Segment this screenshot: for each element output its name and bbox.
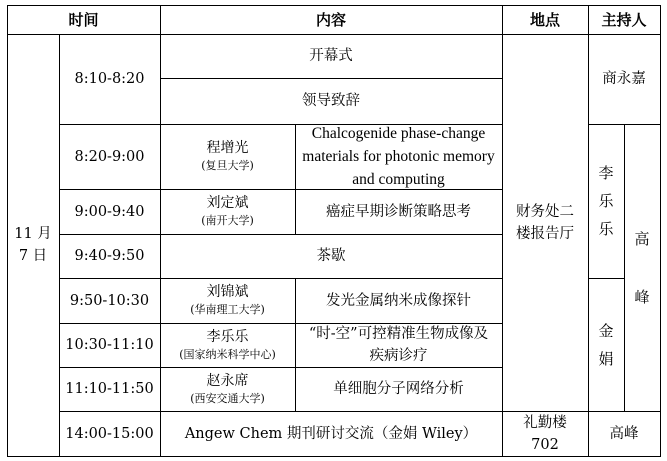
grid-line [660, 5, 661, 457]
grid-line [624, 124, 625, 411]
host-session1-a [588, 124, 624, 278]
grid-line [7, 5, 8, 457]
speaker-name: 刘定斌 [206, 195, 249, 211]
tea-break: 茶歇 [316, 248, 346, 264]
time-cell: 14:00-15:00 [65, 425, 154, 442]
time-cell: 10:30-11:10 [65, 337, 154, 353]
host-afternoon: 高峰 [609, 425, 639, 442]
speaker-affiliation: (南开大学) [201, 214, 254, 227]
speaker-affiliation: (复旦大学) [201, 159, 254, 172]
grid-line [59, 189, 502, 190]
speaker-name: 李乐乐 [206, 328, 249, 345]
grid-line [7, 34, 661, 35]
grid-line [160, 5, 161, 457]
grid-line [59, 124, 502, 125]
time-cell: 9:50-10:30 [69, 292, 150, 309]
grid-line [59, 411, 661, 412]
talk-title: 单细胞分子网络分析 [333, 381, 464, 397]
time-cell: 11:10-11:50 [65, 381, 154, 397]
speaker-affiliation: (华南理工大学) [190, 303, 265, 316]
date-day: 7 日 [18, 248, 48, 264]
time-cell: 9:40-9:50 [74, 248, 145, 264]
grid-line [7, 456, 661, 457]
talk-title: “时-空”可控精准生物成像及疾病诊疗 [308, 326, 489, 364]
time-cell: 9:00-9:40 [74, 203, 145, 220]
header-host: 主持人 [601, 10, 647, 29]
time-cell: 8:10-8:20 [74, 71, 145, 87]
speaker-cell [160, 367, 295, 411]
leader-speech: 领导致辞 [302, 93, 360, 109]
date-cell [7, 34, 59, 456]
speaker-affiliation: (西安交通大学) [190, 391, 265, 405]
grid-line [59, 278, 502, 279]
talk-title: 癌症早期诊断策略思考 [326, 203, 471, 220]
grid-line [59, 323, 502, 324]
grid-line [7, 5, 661, 6]
speaker-name: 赵永席 [206, 372, 249, 389]
host-name: 高峰 [634, 229, 650, 306]
host-session1-b [588, 278, 624, 411]
grid-line [502, 5, 503, 457]
location-morning: 财务处二楼报告厅 [516, 203, 574, 242]
host-session1-c [624, 124, 660, 411]
grid-line [295, 278, 296, 411]
date-month: 11 月 [14, 226, 52, 242]
grid-line [588, 5, 589, 457]
header-location: 地点 [529, 10, 560, 29]
grid-line [59, 367, 502, 368]
talk-title: Chalcogenide phase-change materials for photonic memory and computing [302, 125, 495, 188]
location-afternoon: 礼勤楼 702 [523, 414, 567, 453]
opening-ceremony: 开幕式 [309, 48, 353, 64]
grid-line [588, 278, 624, 279]
speaker-name: 刘锦斌 [206, 284, 249, 300]
header-content: 内容 [315, 10, 346, 29]
host-name: 金娟 [598, 321, 614, 368]
speaker-name: 程增光 [206, 140, 249, 156]
speaker-cell [160, 189, 295, 234]
talk-title: 发光金属纳米成像探针 [326, 292, 471, 309]
speaker-cell [160, 278, 295, 323]
header-time: 时间 [68, 10, 99, 29]
grid-line [59, 34, 60, 457]
host-opening: 商永嘉 [602, 71, 646, 87]
grid-line [59, 234, 502, 235]
host-name: 李乐乐 [598, 164, 614, 238]
grid-line [160, 78, 502, 79]
speaker-cell [160, 323, 295, 367]
journal-session: Angew Chem 期刊研讨交流（金娟 Wiley） [184, 425, 478, 442]
grid-line [295, 124, 296, 234]
time-cell: 8:20-9:00 [74, 148, 145, 165]
speaker-affiliation: (国家纳米科学中心) [179, 347, 276, 361]
speaker-cell [160, 124, 295, 189]
